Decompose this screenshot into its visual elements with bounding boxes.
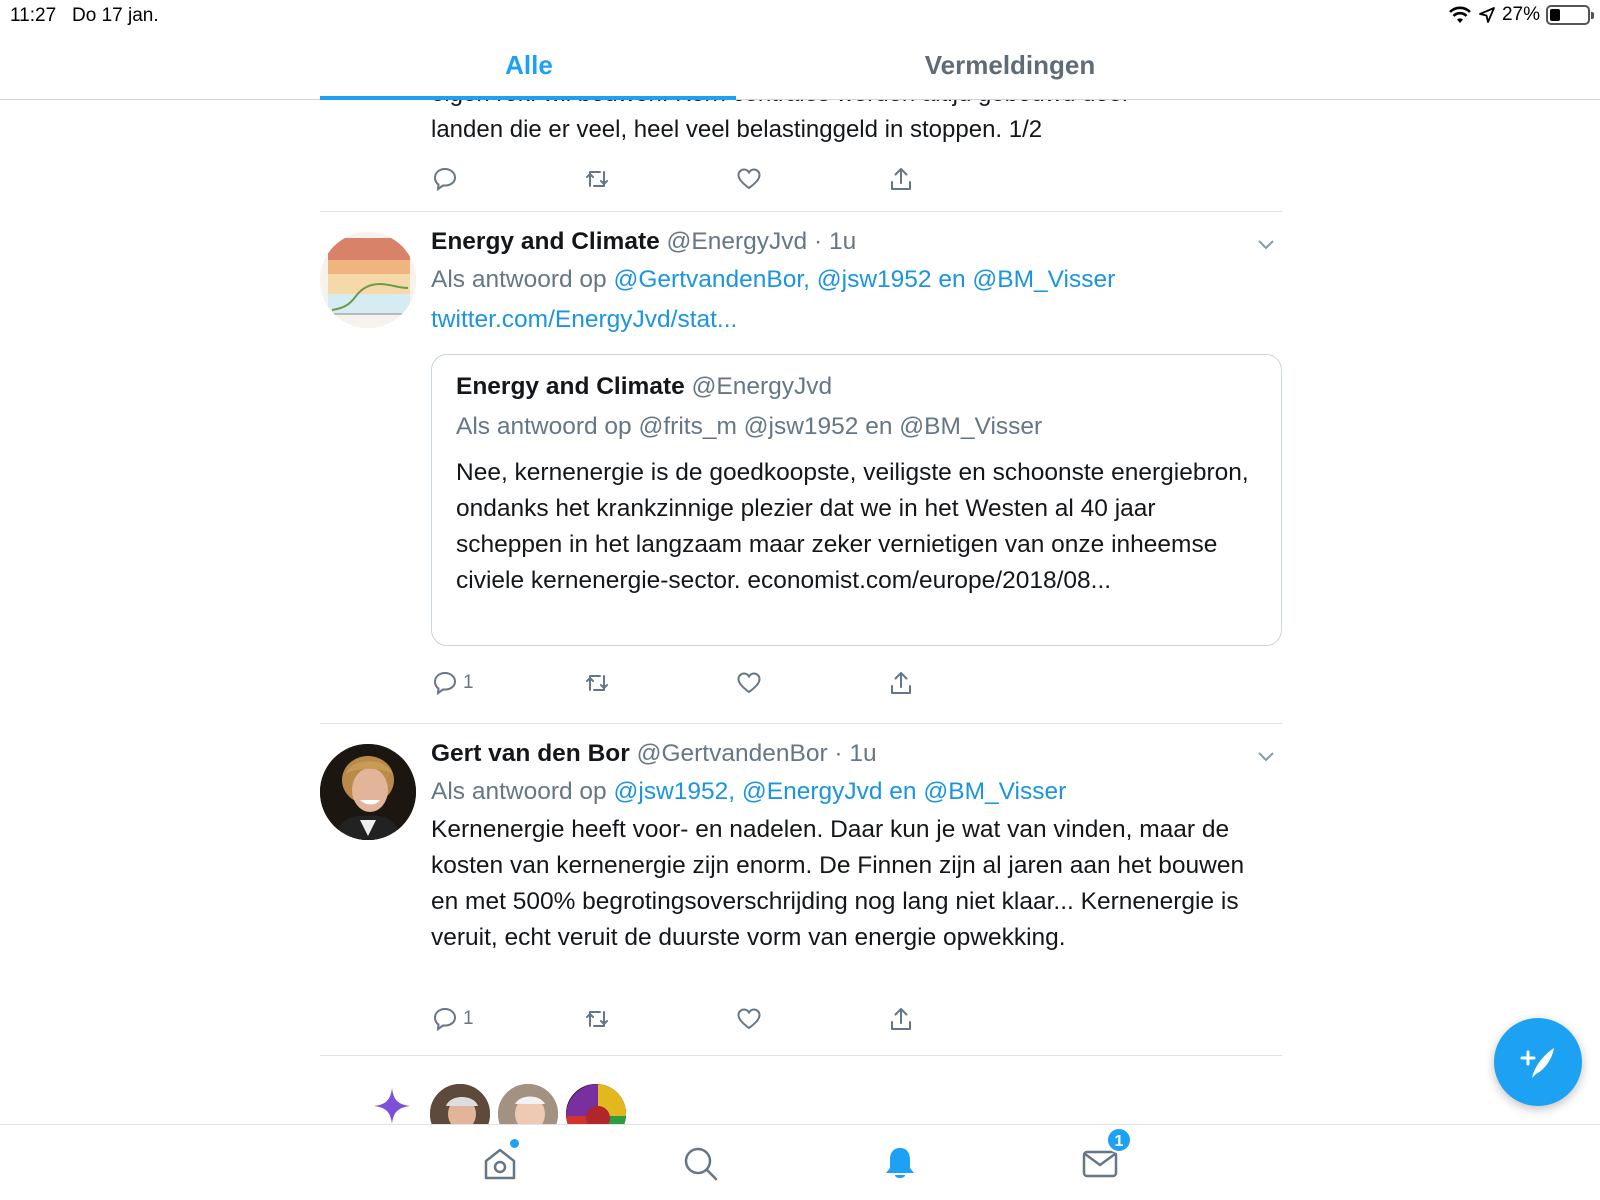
- like-button[interactable]: [735, 666, 763, 700]
- tab-alle[interactable]: Alle: [505, 50, 553, 80]
- notification-tabs: [0, 32, 1600, 100]
- compose-tweet-icon: [1514, 1038, 1562, 1086]
- tweet-link[interactable]: twitter.com/EnergyJvd/stat...: [431, 306, 738, 333]
- tweet-time: · 1u: [834, 740, 877, 767]
- retweet-button[interactable]: [583, 162, 611, 196]
- nav-search[interactable]: [680, 1143, 720, 1183]
- avatar[interactable]: [320, 744, 416, 840]
- tweet-text: Kernenergie heeft voor- en nadelen. Daar kun je wat van vinden, maar de kosten van kernenergie zijn enorm. De Finnen zijn al jaren aan het bouwen en met 500% begrotingsoverschrijding nog lang niet klaar... Kernenergie is veruit, echt veruit de duurste vorm van energie opwekking.: [431, 816, 1245, 951]
- like-icon: [735, 669, 763, 697]
- quoted-reply-context: Als antwoord op @frits_m @jsw1952 en @BM_Visser: [456, 413, 1043, 440]
- reply-button[interactable]: [431, 162, 459, 196]
- tweet-text-line: landen die er veel, heel veel belastinggeld in stoppen. 1/2: [431, 116, 1043, 143]
- nav-home[interactable]: [480, 1143, 520, 1183]
- like-button[interactable]: [735, 1002, 763, 1036]
- reply-icon: [431, 669, 459, 697]
- nav-notifications[interactable]: [880, 1143, 920, 1183]
- reply-button[interactable]: [431, 666, 474, 700]
- bottom-navigation: [0, 1124, 1600, 1200]
- tweet[interactable]: [320, 212, 1282, 724]
- climate-chart-avatar-image: [320, 232, 416, 328]
- battery-percent: 27%: [1501, 4, 1540, 25]
- retweet-button[interactable]: [583, 666, 611, 700]
- status-right: [1448, 4, 1590, 26]
- messages-badge: 1: [1106, 1127, 1132, 1153]
- quoted-author-name: Energy and Climate: [456, 373, 685, 400]
- wifi-icon: [1448, 6, 1472, 24]
- tweet-actions: [431, 1002, 951, 1036]
- reply-count: 1: [463, 1008, 474, 1029]
- location-arrow-icon: [1478, 6, 1496, 24]
- reply-targets[interactable]: @jsw1952, @EnergyJvd en @BM_Visser: [613, 778, 1067, 805]
- reply-prefix: Als antwoord op: [431, 266, 607, 293]
- avatar[interactable]: [320, 232, 416, 328]
- tweet-actions: [431, 162, 951, 196]
- share-button[interactable]: [887, 162, 915, 196]
- reply-targets[interactable]: @GertvandenBor, @jsw1952 en @BM_Visser: [613, 266, 1116, 293]
- search-icon: [680, 1143, 720, 1183]
- share-icon: [887, 669, 915, 697]
- retweet-icon: [583, 669, 611, 697]
- share-button[interactable]: [887, 666, 915, 700]
- home-icon: [480, 1143, 520, 1183]
- reply-count: 1: [463, 672, 474, 693]
- sparkle-icon: [372, 1086, 412, 1126]
- like-button[interactable]: [735, 162, 763, 196]
- tweet-header: [431, 228, 856, 256]
- tweet-actions: [431, 666, 951, 700]
- battery-icon: [1546, 5, 1590, 25]
- compose-tweet-button[interactable]: [1494, 1018, 1582, 1106]
- like-icon: [735, 1005, 763, 1033]
- tab-vermeldingen[interactable]: Vermeldingen: [924, 50, 1096, 80]
- nav-messages[interactable]: [1080, 1133, 1124, 1183]
- author-name[interactable]: Gert van den Bor: [431, 740, 630, 767]
- status-bar: [0, 0, 1600, 32]
- reply-prefix: Als antwoord op: [431, 778, 607, 805]
- share-icon: [887, 1005, 915, 1033]
- quoted-author-handle: @EnergyJvd: [691, 373, 833, 400]
- tweet[interactable]: [320, 96, 1282, 212]
- author-name[interactable]: Energy and Climate: [431, 228, 660, 255]
- author-handle[interactable]: @EnergyJvd: [666, 228, 808, 255]
- tweet-header: [431, 740, 877, 768]
- tweet-time: · 1u: [813, 228, 857, 255]
- chevron-down-icon[interactable]: [1256, 746, 1276, 766]
- reply-button[interactable]: [431, 1002, 474, 1036]
- quoted-tweet[interactable]: [431, 354, 1282, 646]
- active-tab-indicator: [320, 96, 736, 100]
- reply-context: [431, 266, 1115, 294]
- like-icon: [735, 165, 763, 193]
- notifications-icon: [880, 1143, 920, 1183]
- recommendation-strip[interactable]: [372, 1082, 672, 1122]
- date: Do 17 jan.: [72, 5, 159, 26]
- reply-context: [431, 778, 1066, 806]
- quoted-tweet-text: Nee, kernenergie is de goedkoopste, veiligste en schoonste energiebron, ondanks het krankzinnige plezier dat we in het Westen al 40 jaar scheppen in het langzaam maar zeker vernietigen van onze inheemse civiele kernenergie-sector. economist.com/europe/2018/08...: [456, 459, 1249, 594]
- author-handle[interactable]: @GertvandenBor: [636, 740, 828, 767]
- quoted-tweet-header: [456, 373, 832, 401]
- retweet-button[interactable]: [583, 1002, 611, 1036]
- share-icon: [887, 165, 915, 193]
- share-button[interactable]: [887, 1002, 915, 1036]
- clock: 11:27: [10, 5, 57, 26]
- profile-photo-image: [320, 744, 416, 840]
- tweet[interactable]: [320, 724, 1282, 1056]
- retweet-icon: [583, 1005, 611, 1033]
- reply-icon: [431, 1005, 459, 1033]
- chevron-down-icon[interactable]: [1256, 234, 1276, 254]
- reply-icon: [431, 165, 459, 193]
- retweet-icon: [583, 165, 611, 193]
- new-content-dot: [510, 1139, 519, 1148]
